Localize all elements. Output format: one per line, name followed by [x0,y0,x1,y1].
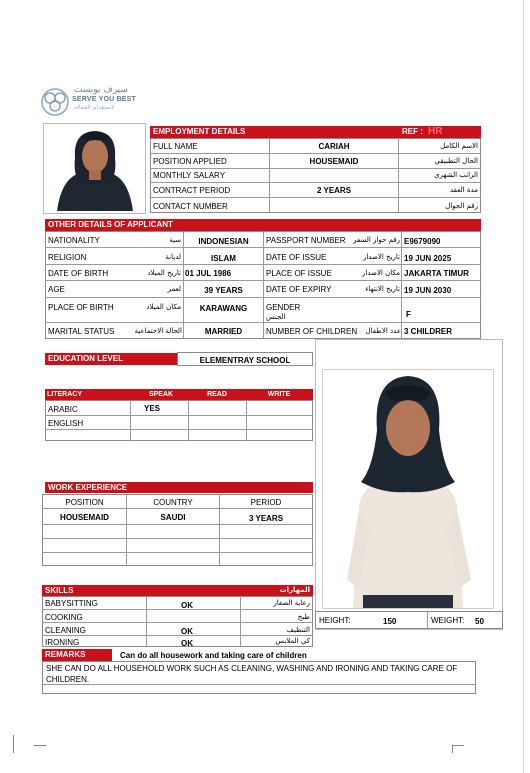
literacy-col-language: LITERACY [47,391,82,398]
skill-babysitting-ar: رعاية الصغار [273,599,310,607]
position-applied-ar: الحال التطبيقي [434,157,478,165]
employment-header-text: EMPLOYMENT DETAILS [153,127,246,136]
position-applied-value: HOUSEMAID [309,157,359,166]
education-label-text: EDUCATION LEVEL [48,354,123,363]
gender-label: GENDER [266,303,301,312]
height-label: HEIGHT: [319,616,351,625]
children-ar: عدد الاطفال [365,327,401,335]
work-col-position: POSITION [65,498,104,507]
expiry-label: DATE OF EXPIRY [266,285,332,294]
dob-ar: تاريخ الميلاد [147,269,181,277]
profile-photo [47,126,143,211]
skills-header-ar: المهارات [279,586,310,594]
gender-ar: الجنس [266,313,286,321]
work-row-period: 3 YEARS [248,514,284,523]
literacy-arabic: ARABIC [48,405,78,414]
ref-label: REF : [402,127,423,136]
work-experience-header [45,482,313,493]
issue-date-value: 19 JUN 2025 [404,254,452,263]
pob-ar: مكان الميلاد [146,303,181,311]
religion-label: RELIGION [48,253,87,262]
gender-value: F [406,310,411,319]
issue-place-label: PLACE OF ISSUE [266,269,332,278]
literacy-table [45,400,313,441]
full-name-ar: الاسم الكامل [440,142,478,150]
education-label [45,353,177,365]
remarks-summary: Can do all housework and taking care of children [120,651,307,660]
dob-label: DATE OF BIRTH [48,269,109,278]
contract-period-value: 2 YEARS [316,186,352,195]
passport-ar: رقم جواز السفر [353,236,400,244]
full-name-label: FULL NAME [153,142,198,151]
position-applied-label: POSITION APPLIED [153,157,227,166]
contract-period-ar: مدة العقد [450,186,478,194]
expiry-value: 19 JUN 2030 [404,286,452,295]
marital-value: MARRIED [204,327,243,336]
nationality-ar: سية [169,236,181,244]
issue-date-ar: تاريخ الاصدار [362,253,400,261]
marital-label: MARITAL STATUS [48,327,115,336]
dob-value: 01 JUL 1986 [185,269,232,278]
age-label: AGE [48,285,65,294]
logo-name: SERVE YOU BEST [72,96,137,103]
skill-cleaning-ar: التنظيف [286,626,310,634]
pob-label: PLACE OF BIRTH [48,303,114,312]
skill-cleaning: CLEANING [45,626,86,635]
work-experience-header-text: WORK EXPERIENCE [48,483,128,492]
remarks-label [42,649,112,661]
contract-period-label: CONTRACT PERIOD [153,186,231,195]
skill-cooking: COOKING [45,613,83,622]
remarks-text: SHE CAN DO ALL HOUSEHOLD WORK SUCH AS CLEANING, WASHING AND IRONING AND TAKING CARE OF CHILDREN. [46,664,458,684]
contact-number-ar: رقم الجوال [445,202,478,210]
skill-cooking-ar: طبخ [297,613,310,621]
children-value: 3 CHILDRER [404,327,453,336]
nationality-value: INDONESIAN [198,237,249,246]
literacy-col-read: READ [207,391,227,398]
work-col-country: COUNTRY [153,498,193,507]
skill-ironing-value: OK [181,639,193,648]
religion-value: ISLAM [211,254,236,263]
work-col-period: PERIOD [250,498,282,507]
expiry-ar: تاريخ الانتهاء [365,285,400,293]
page-edge [523,0,524,773]
company-logo [40,85,140,121]
monthly-salary-label: MONTHLY SALARY [153,171,226,180]
ref-value: HR [428,126,443,137]
passport-label: PASSPORT NUMBER [266,236,346,245]
education-value: ELEMENTRAY SCHOOL [199,356,291,365]
issue-date-label: DATE OF ISSUE [266,253,327,262]
religion-ar: لديانة [165,253,181,261]
logo-tag: لاستقدام العمالة [74,104,115,111]
remarks-label-text: REMARKS [45,650,86,659]
literacy-col-speak: SPEAK [148,391,174,398]
skill-babysitting: BABYSITTING [45,599,98,608]
nationality-label: NATIONALITY [48,236,100,245]
skill-ironing-ar: كي الملابس [275,637,310,645]
monthly-salary-ar: الراتب الشهري [434,171,478,179]
age-ar: لعمر [167,285,181,293]
marital-ar: الحالة الاجتماعية [134,327,182,335]
weight-label: WEIGHT: [431,616,465,625]
full-name-value: CARIAH [318,142,350,151]
skill-cleaning-value: OK [181,627,193,636]
issue-place-ar: مكان الاصدار [362,269,400,277]
height-value: 150 [383,617,397,626]
issue-place-value: JAKARTA TIMUR [404,269,469,278]
full-photo [323,370,493,608]
passport-value: E9679090 [404,237,441,246]
age-value: 39 YEARS [204,286,243,295]
other-details-header-text: OTHER DETAILS OF APPLICANT [48,220,173,229]
skill-ironing: IRONING [45,638,80,647]
work-row-country: SAUDI [160,513,186,522]
weight-value: 50 [475,617,484,626]
other-details-header [45,219,481,231]
children-label: NUMBER OF CHILDREN [266,327,358,336]
skills-header-text: SKILLS [45,586,74,595]
skill-babysitting-value: OK [181,601,193,610]
pob-value: KARAWANG [199,304,248,313]
contact-number-label: CONTACT NUMBER [153,202,228,211]
work-row-position: HOUSEMAID [60,513,109,522]
literacy-col-write: WRITE [267,391,291,398]
literacy-english: ENGLISH [48,419,84,428]
literacy-arabic-speak: YES [144,404,161,413]
logo-arabic: سيرف يوبست [74,85,128,95]
logo-emblem-icon [40,87,70,117]
